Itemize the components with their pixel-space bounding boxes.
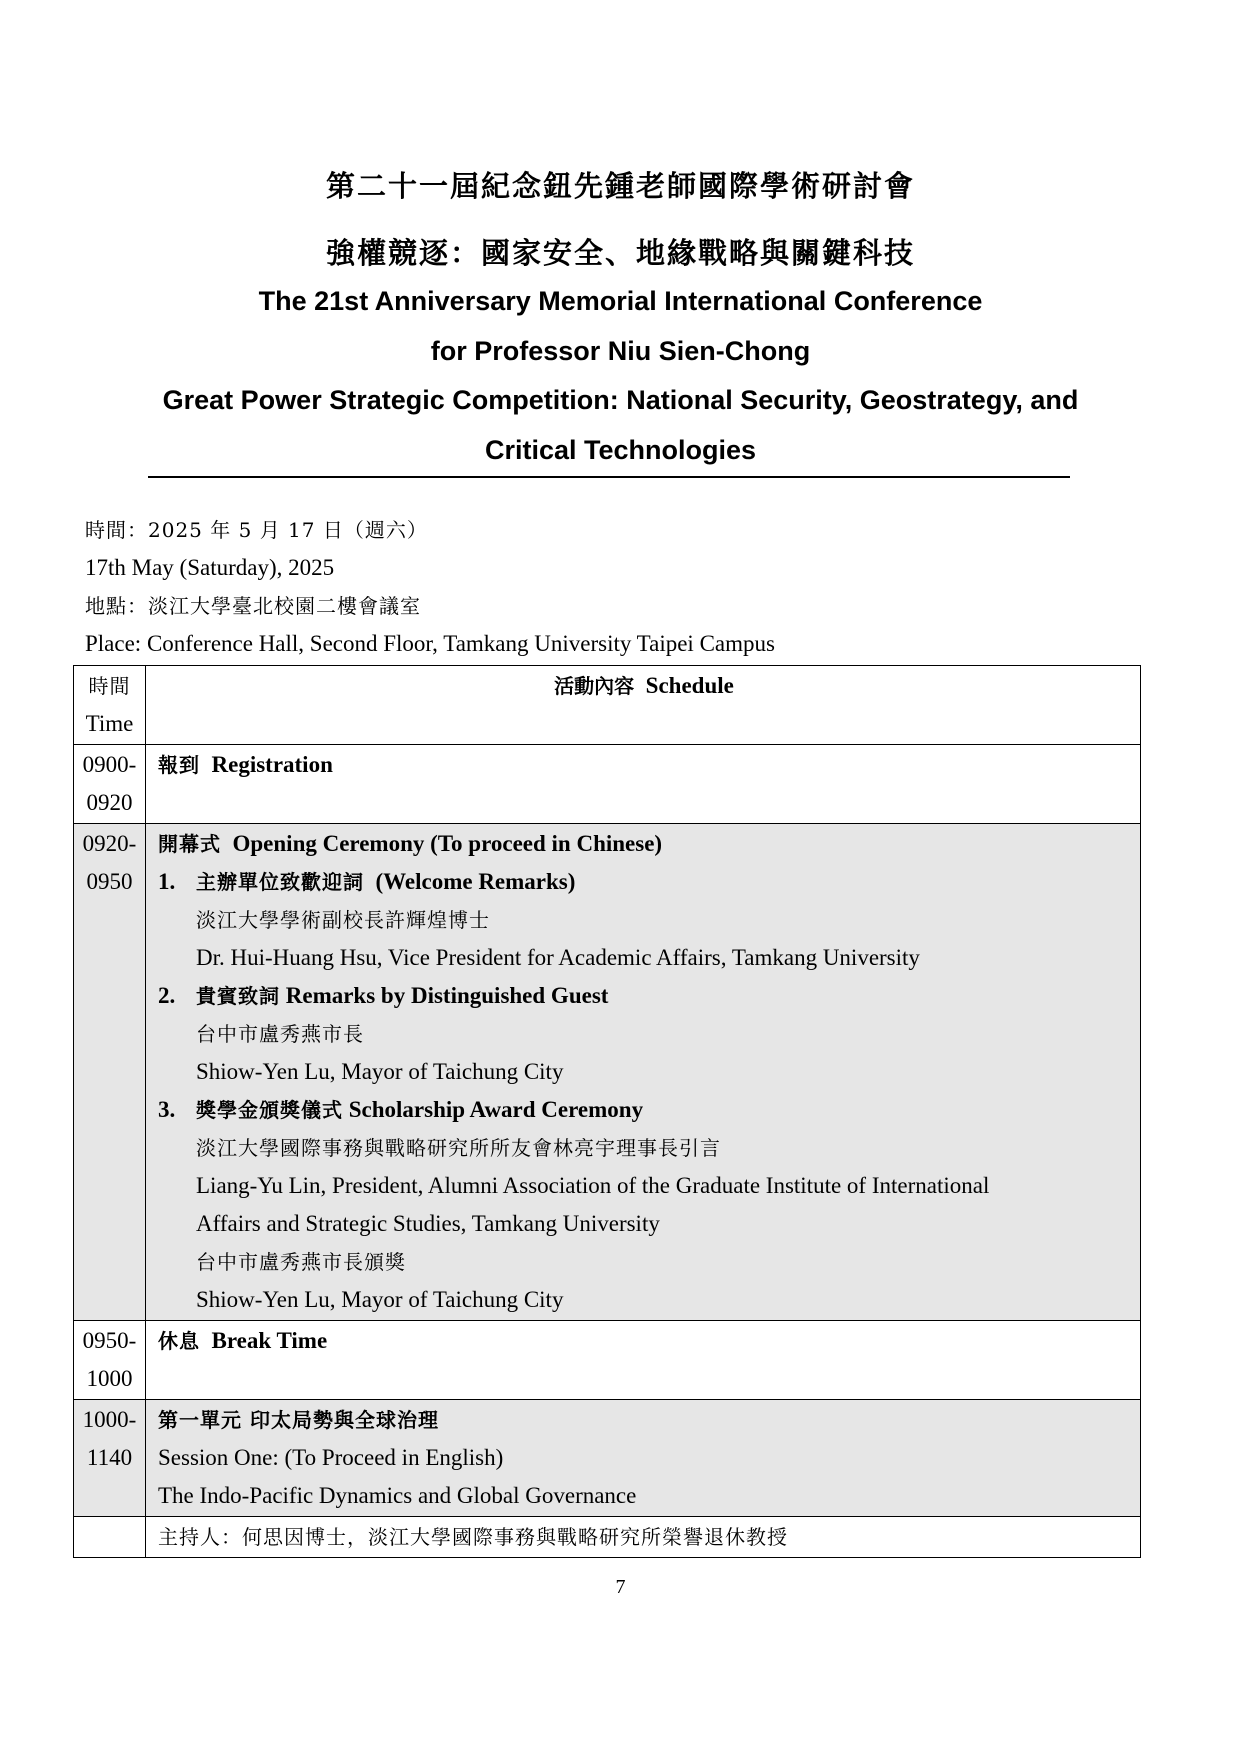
table-row [74, 824, 1141, 1321]
scholarship-zh: 獎學金頒獎儀式 [196, 1098, 343, 1122]
header-time-en: Time [85, 711, 134, 736]
header-time-cell [74, 666, 146, 745]
time-cell [74, 1321, 146, 1400]
remarks-zh: 貴賓致詞 [196, 984, 280, 1008]
header-schedule-cell [146, 666, 1141, 745]
place-en: Place: Conference Hall, Second Floor, Tamkang University Taipei Campus [85, 631, 775, 656]
item-number: 3. [158, 1097, 176, 1122]
break-cell [146, 1321, 1141, 1400]
title-zh-line-1: 第二十一屆紀念鈕先鍾老師國際學術研討會 [325, 169, 915, 203]
header-schedule-en: Schedule [645, 673, 734, 698]
time-start: 0920- [82, 831, 137, 856]
table-row [74, 1321, 1141, 1400]
list-item [158, 1091, 1130, 1129]
time-end: 1140 [86, 1445, 133, 1470]
break-zh: 休息 [158, 1329, 200, 1353]
remarks-en: Remarks by Distinguished Guest [285, 983, 609, 1008]
title-en-line-2: for Professor Niu Sien-Chong [430, 336, 811, 366]
header-schedule-zh: 活動內容 [554, 674, 635, 698]
title-divider [148, 476, 1070, 478]
time-cell [74, 1400, 146, 1517]
opening-en: Opening Ceremony (To proceed in Chinese) [232, 831, 663, 856]
intro-en-line-2: Affairs and Strategic Studies, Tamkang University [196, 1211, 660, 1236]
date-en: 17th May (Saturday), 2025 [85, 555, 335, 580]
moderator-text: 主持人：何思因博士，淡江大學國際事務與戰略研究所榮譽退休教授 [158, 1525, 788, 1549]
time-end: 0920 [86, 790, 133, 815]
title-zh-line-2: 強權競逐：國家安全、地緣戰略與關鍵科技 [325, 236, 915, 270]
award-presenter-zh: 台中市盧秀燕市長頒獎 [196, 1250, 406, 1274]
table-row [74, 1517, 1141, 1558]
intro-zh: 淡江大學國際事務與戰略研究所所友會林亮宇理事長引言 [196, 1136, 721, 1160]
opening-ceremony-cell [146, 824, 1141, 1321]
item-number: 2. [158, 983, 176, 1008]
title-en-line-4: Critical Technologies [484, 435, 757, 465]
scholarship-en: Scholarship Award Ceremony [348, 1097, 644, 1122]
place-zh: 地點：淡江大學臺北校園二樓會議室 [85, 594, 421, 618]
header-time-zh: 時間 [88, 674, 131, 698]
speaker-en: Dr. Hui-Huang Hsu, Vice President for Academic Affairs, Tamkang University [196, 945, 920, 970]
break-en: Break Time [211, 1328, 328, 1353]
table-row [74, 1400, 1141, 1517]
registration-cell [146, 745, 1141, 824]
time-start: 0950- [82, 1328, 137, 1353]
table-header-row [74, 666, 1141, 745]
opening-zh: 開幕式 [158, 832, 221, 856]
table-row [74, 745, 1141, 824]
time-end: 1000 [86, 1366, 133, 1391]
time-cell [74, 824, 146, 1321]
guest-en: Shiow-Yen Lu, Mayor of Taichung City [196, 1059, 564, 1084]
time-start: 1000- [82, 1407, 137, 1432]
page-number: 7 [615, 1576, 626, 1598]
welcome-en: (Welcome Remarks) [375, 869, 576, 894]
opening-ceremony-title [158, 825, 1130, 863]
welcome-zh: 主辦單位致歡迎詞 [196, 870, 364, 894]
schedule-table [73, 665, 1141, 1558]
award-presenter-en: Shiow-Yen Lu, Mayor of Taichung City [196, 1287, 564, 1312]
registration-zh: 報到 [158, 753, 200, 777]
session-one-title-en: The Indo-Pacific Dynamics and Global Governance [158, 1483, 637, 1508]
time-end: 0950 [86, 869, 133, 894]
session-one-label: Session One: (To Proceed in English) [158, 1445, 504, 1470]
moderator-cell [146, 1517, 1141, 1558]
registration-en: Registration [211, 752, 333, 777]
date-zh: 時間：2025 年 5 月 17 日（週六） [85, 518, 428, 542]
list-item [158, 863, 1130, 901]
session-one-cell [146, 1400, 1141, 1517]
title-en-line-1: The 21st Anniversary Memorial International Conference [258, 286, 983, 316]
guest-zh: 台中市盧秀燕市長 [196, 1022, 364, 1046]
item-number: 1. [158, 869, 176, 894]
session-one-title-zh: 第一單元 印太局勢與全球治理 [158, 1408, 439, 1432]
list-item [158, 977, 1130, 1015]
intro-en-line-1: Liang-Yu Lin, President, Alumni Association of the Graduate Institute of International [196, 1173, 990, 1198]
time-cell-empty [74, 1517, 146, 1558]
time-start: 0900- [82, 752, 137, 777]
title-en-line-3: Great Power Strategic Competition: National Security, Geostrategy, and [162, 385, 1079, 415]
speaker-zh: 淡江大學學術副校長許輝煌博士 [196, 908, 490, 932]
time-cell [74, 745, 146, 824]
